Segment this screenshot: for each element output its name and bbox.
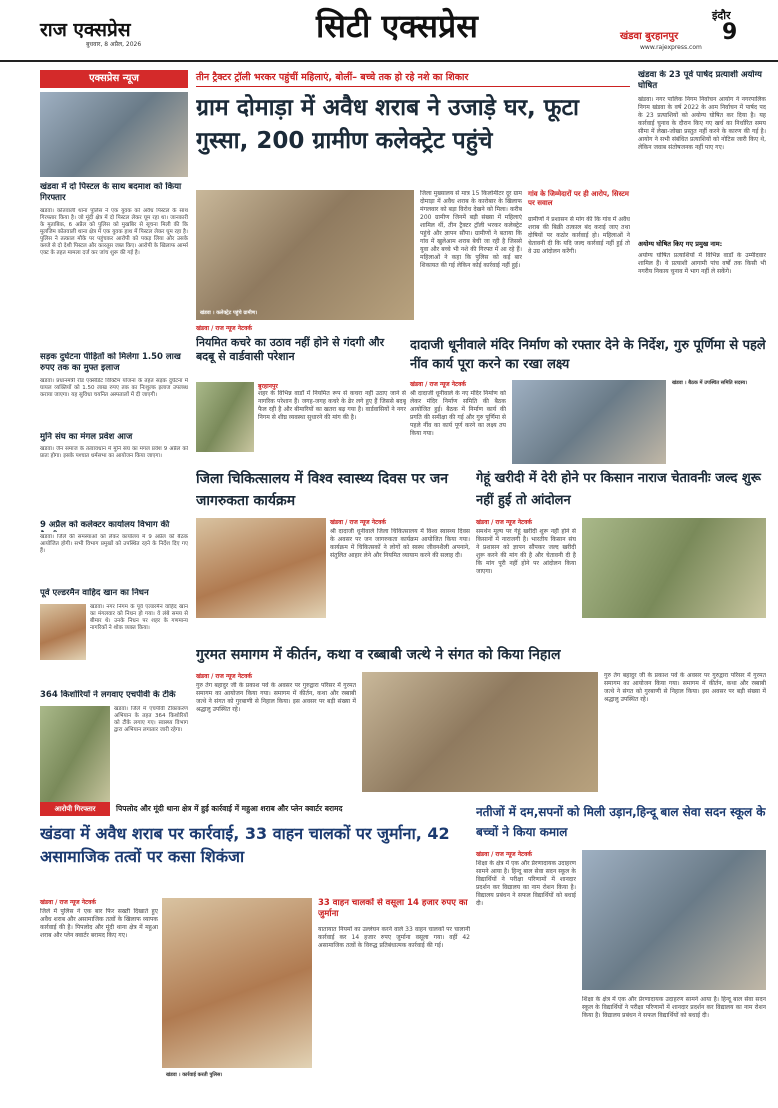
left-item-body: खंडवा। कोतवाली थाना पुलिस ने एक युवक को अवैध पिस्टल के साथ गिरफ्तार किया है। जो मूंदी क्षेत्र में दो पिस्टल लेकर घूम रहा था। जानकारी के मुताबिक, 6 अप्रैल को पुलिस को मुखबिर से सूचना मिली की कि मुलजिम कोतवाली थाना क्षेत्र में एक युवक हाथ में पिस्टल लेकर घूम रहा है। पुलिस ने तत्काल मौके पर पहुंचकर आरोपी को पकड़ लिया और उसके कब्जे से दो देशी पिस्टल और कारतूस जब्त किए। आरोपी के खिलाफ आर्म्स एक्ट के तहत मामला दर्ज कर जांच शुरू की गई है। xyxy=(40,208,188,256)
wheat-head: गेहूं खरीदी में देरी होने पर किसान नाराज चेतावनीः जल्द शुरू नहीं हुई तो आंदोलन xyxy=(476,471,761,508)
waste-story xyxy=(196,336,406,456)
temple-byline: खंडवा / राज न्यूज नेटवर्क xyxy=(410,381,467,388)
health-photo xyxy=(196,518,326,618)
editions: खंडवा बुरहानपुर xyxy=(620,31,679,42)
temple-body: श्री दादाजी धूनीवाले के नए मंदिर निर्माण को लेकर मंदिर निर्माण समिति की बैठक आयोजित हुई। बैठक में निर्माण कार्य की प्रगति की समीक्षा की गई और गुरु पूर्णिमा से पहले नींव का कार्य पूर्ण करने का लक्ष्य तय किया गया। xyxy=(410,390,506,437)
left-item-body: खंडवा। जैन समाज के तत्वावधान में मुनि संघ का मंगल प्रवेश 9 अप्रैल को प्रातः होगा। इसके पश्चात धर्मसभा का आयोजन किया जाएगा। xyxy=(40,446,188,459)
waste-photo xyxy=(196,382,254,452)
left-item-head: 9 अप्रैल को कलेक्टर कार्यालय विभाग की xyxy=(40,520,170,530)
left-item-head: पूर्व एल्डरमैन वाहिद खान का निधन xyxy=(40,588,149,598)
masthead xyxy=(0,0,778,62)
gurmat-story xyxy=(196,644,766,794)
wheat-body: समर्थन मूल्य पर गेहूं खरीदी शुरू नहीं होने से किसानों में नाराजगी है। भारतीय किसान संघ ने प्रशासन को ज्ञापन सौंपकर जल्द खरीदी शुरू करने की मांग की है और चेतावनी दी है कि मांग पूरी नहीं होने पर आंदोलन किया जाएगा। xyxy=(476,528,576,575)
page-number: 9 xyxy=(722,20,738,45)
lead-body-cont: ग्रामीणों ने प्रशासन से मांग की कि गांव में अवैध शराब की बिक्री तत्काल बंद कराई जाए तथा दोषियों पर कठोर कार्रवाई हो। महिलाओं ने चेतावनी दी कि यदि जल्द कार्रवाई नहीं हुई तो वे उग्र आंदोलन करेंगी। xyxy=(528,216,630,255)
bottom-body: जिले में पुलिस ने एक बार फिर सख्ती दिखाते हुए अवैध शराब और असामाजिक तत्वों के खिलाफ व्यापक कार्रवाई की है। पिपलोद और मूंदी थाना क्षेत्र में महुआ शराब और प्लेन क्वार्टर बरामद किए गए। xyxy=(40,908,158,939)
school-body: शिक्षा के क्षेत्र में एक और प्रेरणादायक उदाहरण सामने आया है। हिन्दू बाल सेवा सदन स्कूल के विद्यार्थियों ने परीक्षा परिणामों में शानदार प्रदर्शन कर विद्यालय का नाम रोशन किया है। विद्यालय प्रबंधन ने सफल विद्यार्थियों को बधाई दी। xyxy=(476,860,576,907)
lead-byline: खंडवा / राज न्यूज नेटवर्क xyxy=(196,325,253,332)
lead-photo-caption: खंडवा । कलेक्ट्रेट पहुंचे ग्रामीण। xyxy=(200,310,258,316)
bottom-byline: खंडवा / राज न्यूज नेटवर्क xyxy=(40,899,97,906)
right-top-subhead: अयोग्य घोषित किए गए प्रमुख नाम: xyxy=(638,240,723,248)
left-item-head: मुनि संघ का मंगल प्रवेश आज xyxy=(40,432,133,442)
temple-caption: खंडवा । बैठक में उपस्थित समिति सदस्य। xyxy=(672,380,748,386)
bottom-box-head: 33 वाहन चालकों से वसूला 14 हजार रुपए का जुर्माना xyxy=(318,898,468,919)
bottom-headline: खंडवा में अवैध शराब पर कार्रवाई, 33 वाहन चालकों पर जुर्माना, 42 असामाजिक तत्वों पर कसा शिकंजा xyxy=(40,824,450,866)
lead-subhead: गांव के जिम्मेदारों पर ही आरोप, सिस्टम पर सवाल xyxy=(528,190,629,207)
bottom-box-body: यातायात नियमों का उल्लंघन करने वाले 33 वाहन चालकों पर चालानी कार्रवाई कर 14 हजार रुपए जुर्माना वसूला गया। वहीं 42 असामाजिक तत्वों के विरुद्ध प्रतिबंधात्मक कार्रवाई की गई। xyxy=(318,926,470,949)
vaccination-photo xyxy=(40,706,110,806)
waste-head: नियमित कचरे का उठाव नहीं होने से गंदगी और बदबू से वार्डवासी परेशान xyxy=(196,336,385,363)
bottom-story xyxy=(40,802,470,1098)
school-body-cont: शिक्षा के क्षेत्र में एक और प्रेरणादायक उदाहरण सामने आया है। हिन्दू बाल सेवा सदन स्कूल के विद्यार्थियों ने परीक्षा परिणामों में शानदार प्रदर्शन कर विद्यालय का नाम रोशन किया है। विद्यालय प्रबंधन ने सफल विद्यार्थियों को बधाई दी। xyxy=(582,996,766,1019)
right-top-body: खंडवा। नगर पालिक निगम निर्वाचन आयोग ने नगरपालिक निगम खंडवा के वर्ष 2022 के आम निर्वाचन में पार्षद पद के 23 प्रत्याशियों को अयोग्य घोषित कर दिया है। यह कार्रवाई चुनाव के दौरान किए गए खर्च का निर्धारित समय सीमा में लेखा-जोखा प्रस्तुत नहीं करने के कारण की गई है। आयोग ने सभी संबंधित प्रत्याशियों को नोटिस जारी किए थे, लेकिन जवाब संतोषजनक नहीं पाए गए। xyxy=(638,96,766,151)
lead-story xyxy=(196,70,630,330)
obituary-photo xyxy=(40,604,86,660)
right-top-subbody: अयोग्य घोषित प्रत्याशियों में विभिन्न वार्डों के उम्मीदवार शामिल हैं। ये प्रत्याशी आगामी पांच वर्षों तक किसी भी नगरीय निकाय चुनाव में भाग नहीं ले सकेंगे। xyxy=(638,252,766,275)
lead-photo xyxy=(196,190,414,320)
issue-date: बुधवार, 8 अप्रैल, 2026 xyxy=(86,41,142,48)
bottom-photo xyxy=(162,898,312,1068)
wheat-byline: खंडवा / राज न्यूज नेटवर्क xyxy=(476,519,533,526)
gurmat-byline: खंडवा / राज न्यूज नेटवर्क xyxy=(196,673,253,680)
website[interactable]: www.rajexpress.com xyxy=(640,44,702,51)
section-title: सिटी एक्सप्रेस xyxy=(316,7,478,45)
temple-story xyxy=(410,336,766,476)
temple-photo xyxy=(512,380,666,464)
police-photo xyxy=(40,92,188,177)
wheat-photo xyxy=(582,518,766,618)
left-item-body: खंडवा। प्रधानमंत्री रोड एक्सीडेंट विक्टिम योजना के तहत सड़क दुर्घटना में घायल व्यक्तियों को 1.50 लाख रुपए तक का निःशुल्क इलाज उपलब्ध कराया जाएगा। यह सुविधा चयनित अस्पतालों में दी जाएगी। xyxy=(40,378,188,398)
health-story xyxy=(196,468,470,638)
right-top-head: खंडवा के 23 पूर्व पार्षद प्रत्याशी अयोग्य घोषित xyxy=(638,70,762,91)
lead-headline: ग्राम दोमाड़ा में अवैध शराब ने उजाड़े घर, फूटा गुस्सा, 200 ग्रामीण कलेक्ट्रेट पहुंचे xyxy=(196,95,579,154)
bottom-kicker: पिपलोद और मूंदी थाना क्षेत्र में हुई कार्रवाई में महुआ शराब और प्लेन क्वार्टर बरामद xyxy=(116,804,343,813)
section-label: एक्सप्रेस न्यूज xyxy=(40,70,188,88)
school-head: नतीजों में दम,सपनों को मिली उड़ान,हिन्दू बाल सेवा सदन स्कूल के बच्चों ने किया कमाल xyxy=(476,805,766,839)
waste-byline: बुरहानपुर xyxy=(258,383,278,390)
gurmat-photo xyxy=(362,672,598,792)
health-byline: खंडवा / राज न्यूज नेटवर्क xyxy=(330,519,387,526)
left-item-body: खंडवा। जिले में एचपीवी टीकाकरण अभियान के तहत 364 किशोरियों को टीके लगाए गए। स्वास्थ्य विभाग द्वारा अभियान लगातार जारी रहेगा। xyxy=(114,706,188,733)
left-item-body: खंडवा। जिले की समस्याओं को लेकर कार्यालय में 9 अप्रैल को बैठक आयोजित होगी। सभी विभाग प्रमुखों को उपस्थित रहने के निर्देश दिए गए हैं। xyxy=(40,534,188,554)
wheat-story xyxy=(476,468,766,638)
left-item-body: खंडवा। नगर निगम के पूर्व एल्डरमैन वाहिद खान का मंगलवार को निधन हो गया। वे लंबे समय से बीमार थे। उनके निधन पर शहर के गणमान्य नागरिकों ने शोक व्यक्त किया। xyxy=(90,604,188,631)
right-top-story xyxy=(638,70,766,330)
bottom-tag: आरोपी गिरफ्तार xyxy=(40,802,110,816)
left-item-head: खंडवा में दो पिस्टल के साथ बदमाश को किया गिरफ्तार xyxy=(40,182,182,203)
brand-left: राज एक्सप्रेस xyxy=(40,19,131,41)
bottom-caption: खंडवा । कार्रवाई करती पुलिस। xyxy=(166,1072,223,1078)
school-story xyxy=(476,802,766,1098)
health-body: श्री दादाजी धूनीवाले जिला चिकित्सालय में विश्व स्वास्थ्य दिवस के अवसर पर जन जागरुकता कार्यक्रम आयोजित किया गया। कार्यक्रम में चिकित्सकों ने लोगों को स्वस्थ जीवनशैली अपनाने, संतुलित आहार लेने और नियमित व्यायाम करने की सलाह दी। xyxy=(330,528,470,559)
temple-head: दादाजी धूनीवाले मंदिर निर्माण को रफ्तार देने के निर्देश, गुरु पूर्णिमा से पहले नींव कार्य पूरा करने का रखा लक्ष्य xyxy=(410,338,766,372)
waste-body: शहर के विभिन्न वार्डों में नियमित रूप से कचरा नहीं उठाए जाने से नागरिक परेशान हैं। जगह-जगह कचरे के ढेर लगे हुए हैं जिससे बदबू फैल रही है और बीमारियों का खतरा बढ़ गया है। वार्डवासियों ने नगर निगम से शीघ्र व्यवस्था सुधारने की मांग की है। xyxy=(258,390,406,421)
school-byline: खंडवा / राज न्यूज नेटवर्क xyxy=(476,851,533,858)
school-photo xyxy=(582,850,766,990)
left-item-head: 364 किशोरियों ने लगवाए एचपीवी के टीके xyxy=(40,690,176,700)
health-head: जिला चिकित्सालय में विश्व स्वास्थ्य दिवस पर जन जागरुकता कार्यक्रम xyxy=(196,471,449,509)
gurmat-body-cont: गुरु तेग बहादुर जी के प्रकाश पर्व के अवसर पर गुरुद्वारा परिसर में गुरमत समागम का आयोजन किया गया। समागम में कीर्तन, कथा और रब्बाबी जत्थे ने संगत को गुरबाणी से निहाल किया। इस अवसर पर बड़ी संख्या में श्रद्धालु उपस्थित रहे। xyxy=(604,672,766,703)
gurmat-head: गुरमत समागम में कीर्तन, कथा व रब्बाबी जत्थे ने संगत को किया निहाल xyxy=(196,647,561,663)
left-column xyxy=(40,70,188,840)
city-name: इंदौर xyxy=(712,9,731,22)
gurmat-body: गुरु तेग बहादुर जी के प्रकाश पर्व के अवसर पर गुरुद्वारा परिसर में गुरमत समागम का आयोजन किया गया। समागम में कीर्तन, कथा और रब्बाबी जत्थे ने संगत को गुरबाणी से निहाल किया। इस अवसर पर बड़ी संख्या में श्रद्धालु उपस्थित रहे। xyxy=(196,682,356,713)
lead-body: जिला मुख्यालय से मात्र 15 किलोमीटर दूर ग्राम दोमाड़ा में अवैध शराब के कारोबार के खिलाफ मंगलवार को बड़ा विरोध देखने को मिला। करीब 200 ग्रामीण जिनमें बड़ी संख्या में महिलाएं शामिल थीं, तीन ट्रैक्टर ट्रॉली भरकर कलेक्ट्रेट पहुंचे और ज्ञापन सौंपा। ग्रामीणों ने बताया कि गांव में खुलेआम शराब बेची जा रही है जिससे युवा और बच्चे भी नशे की गिरफ्त में आ रहे हैं। महिलाओं ने कहा कि पुलिस को कई बार शिकायत की गई लेकिन कोई कार्रवाई नहीं हुई। xyxy=(420,190,522,269)
left-item-head: सड़क दुर्घटना पीड़ितों को मिलेगा 1.50 लाख रुपए तक का मुफ्त इलाज xyxy=(40,352,181,373)
lead-kicker: तीन ट्रैक्टर ट्रॉली भरकर पहुंचीं महिलाएं, बोलीं– बच्चे तक हो रहे नशे का शिकार xyxy=(196,70,630,87)
